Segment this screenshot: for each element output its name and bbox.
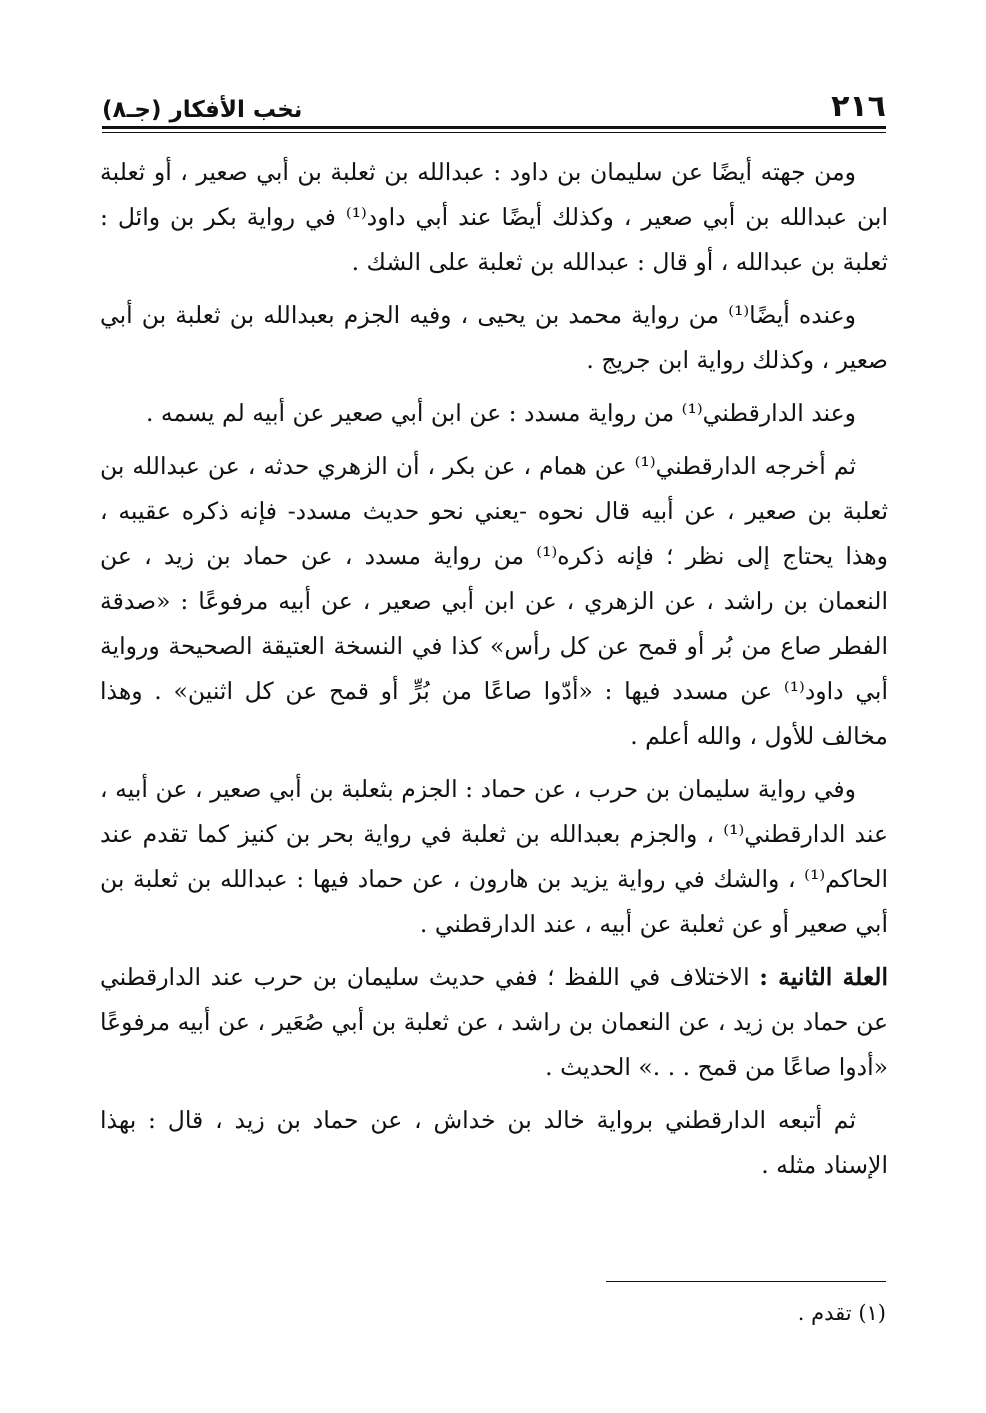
body-text — [92, 150, 888, 1196]
paragraph-text: ثم أتبعه الدارقطني برواية خالد بن خداش ، عن حماد بن زيد ، قال : بهذا الإسناد مثله . — [92, 1106, 888, 1179]
paragraph-text: وعند الدارقطني⁽¹⁾ من رواية مسدد : عن ابن أبي صعير عن أبيه لم يسمه . — [145, 399, 856, 427]
paragraph-2 — [92, 293, 888, 383]
paragraph-text: وعنده أيضًا⁽¹⁾ من رواية محمد بن يحيى ، وفيه الجزم بعبدالله بن ثعلبة بن أبي صعير ، وكذلك رواية ابن جريج . — [92, 301, 888, 374]
paragraph-4 — [92, 444, 888, 759]
footnote: (١) تقدم . — [797, 1301, 886, 1325]
paragraph-1 — [92, 150, 888, 285]
footnote-separator — [606, 1281, 886, 1282]
header-rule — [102, 126, 886, 133]
running-title: نخب الأفكار (جـ٨) — [102, 97, 303, 123]
paragraph-3 — [100, 391, 888, 436]
paragraph-text: ثم أخرجه الدارقطني⁽¹⁾ عن همام ، عن بكر ، أن الزهري حدثه ، عن عبدالله بن ثعلبة بن صعير ، عن أبيه قال نحوه -يعني نحو حديث مسدد- فإنه ذكره عقيبه ، وهذا يحتاج إلى نظر ؛ فإنه ذكره⁽¹⁾ من رواية مسدد ، عن حماد بن زيد ، عن النعمان بن راشد ، عن الزهري ، عن ابن أبي صعير ، عن أبيه مرفوعًا : «صدقة الفطر صاع من بُر أو قمح عن كل رأس» كذا في النسخة العتيقة الصحيحة ورواية أبي داود⁽¹⁾ عن مسدد فيها : «أدّوا صاعًا من بُرٍّ أو قمح عن كل اثنين» . وهذا مخالف للأول ، والله أعلم . — [92, 452, 888, 750]
paragraph-text: الاختلاف في اللفظ ؛ ففي حديث سليمان بن حرب عند الدارقطني عن حماد بن زيد ، عن النعمان بن راشد ، عن ثعلبة بن أبي صُعَير ، عن أبيه مرفوعًا «أدوا صاعًا من قمح . . .» الحديث . — [92, 963, 888, 1081]
page-header — [102, 70, 886, 122]
page-number: ٢١٦ — [831, 89, 886, 124]
paragraph-text: وفي رواية سليمان بن حرب ، عن حماد : الجزم بثعلبة بن أبي صعير ، عن أبيه ، عند الدارقطني⁽¹⁾ ، والجزم بعبدالله بن ثعلبة في رواية بحر بن كنيز كما تقدم عند الحاكم⁽¹⁾ ، والشك في رواية يزيد بن هارون ، عن حماد فيها : عبدالله بن ثعلبة بن أبي صعير أو عن ثعلبة عن أبيه ، عند الدارقطني . — [92, 775, 888, 938]
section-heading-inline: العلة الثانية : — [759, 963, 888, 991]
paragraph-6 — [92, 955, 888, 1090]
paragraph-text: ومن جهته أيضًا عن سليمان بن داود : عبدالله بن ثعلبة بن أبي صعير ، أو ثعلبة ابن عبدالله بن أبي صعير ، وكذلك أيضًا عند أبي داود⁽¹⁾ في رواية بكر بن وائل : ثعلبة بن عبدالله ، أو قال : عبدالله بن ثعلبة على الشك . — [92, 158, 888, 276]
paragraph-7 — [92, 1098, 888, 1188]
paragraph-5 — [92, 767, 888, 947]
